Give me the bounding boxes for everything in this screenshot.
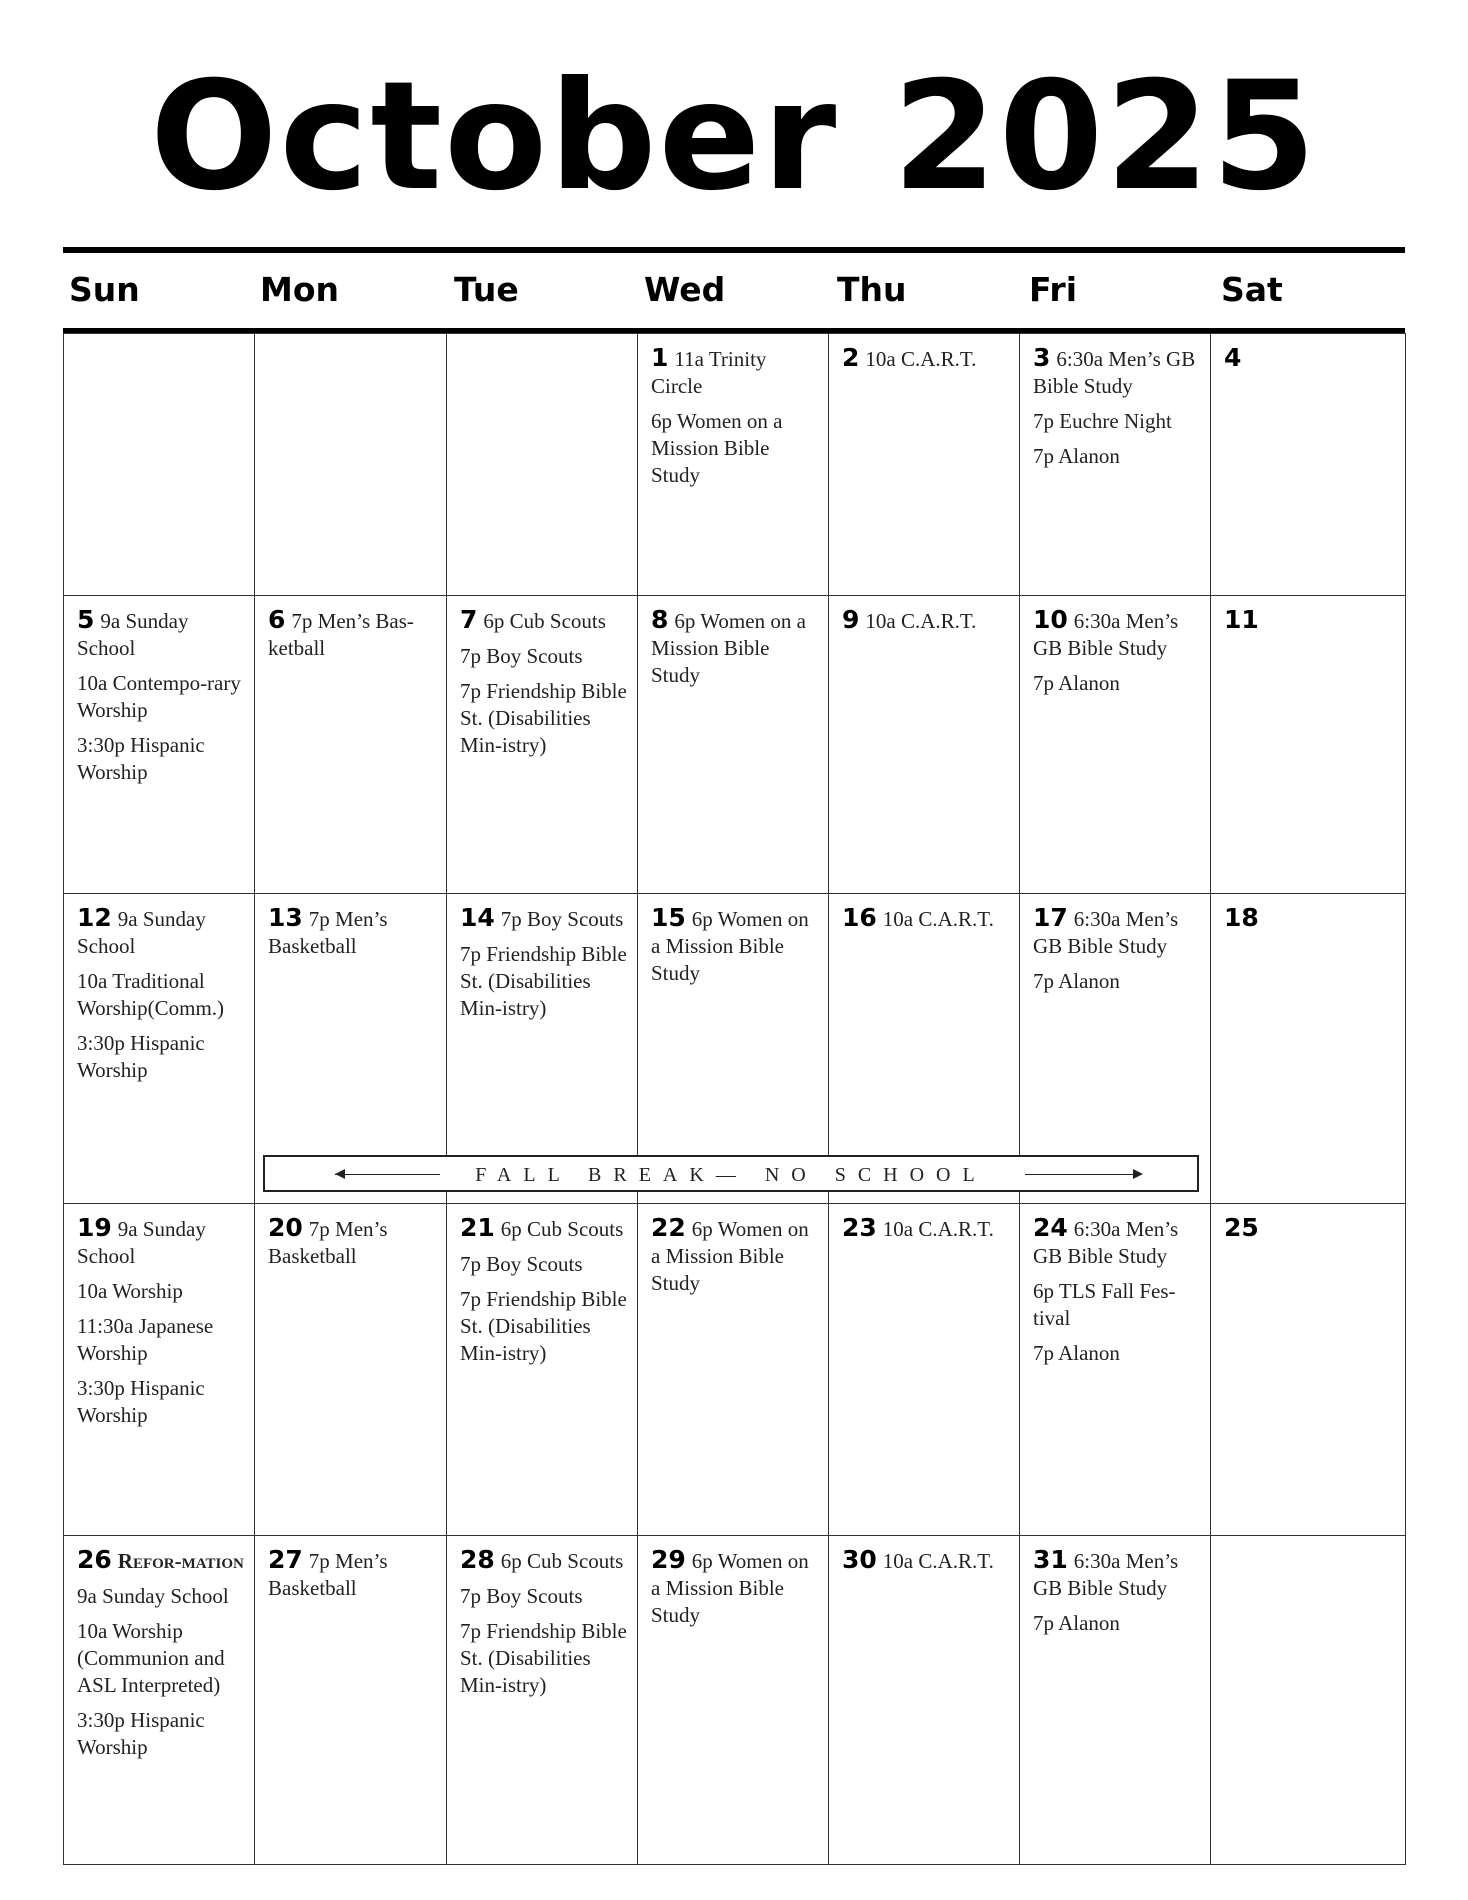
day-cell xyxy=(1019,595,1211,894)
event-text: 6p Cub Scouts xyxy=(500,1217,624,1241)
day-cell xyxy=(446,333,638,596)
day-first-line xyxy=(460,1214,631,1243)
day-cell xyxy=(254,1535,447,1865)
day-cell xyxy=(254,595,447,894)
event-text: 11:30a Japanese Worship xyxy=(77,1314,214,1365)
day-first-line xyxy=(1224,1214,1399,1243)
day-cell xyxy=(828,595,1020,894)
day-first-line xyxy=(77,1546,248,1575)
day-first-line xyxy=(842,344,1013,373)
day-number: 22 xyxy=(651,1213,686,1242)
day-first-line xyxy=(268,1546,440,1602)
day-cell xyxy=(1019,1535,1211,1865)
day-number: 27 xyxy=(268,1545,303,1574)
day-cell xyxy=(63,1535,255,1865)
day-cell xyxy=(254,333,447,596)
day-first-line xyxy=(1033,1546,1204,1602)
day-first-line xyxy=(77,606,248,662)
day-cell xyxy=(1019,333,1211,596)
event-text: 3:30p Hispanic Worship xyxy=(77,1708,205,1759)
day-cell xyxy=(828,1535,1020,1865)
day-cell xyxy=(1019,1203,1211,1536)
event-text: 10a Contempo-rary Worship xyxy=(77,671,241,722)
day-first-line xyxy=(1033,904,1204,960)
event-text: 7p Men’s Basketball xyxy=(268,907,388,958)
event-text: 7p Men’s Basketball xyxy=(268,1549,388,1600)
day-number: 13 xyxy=(268,903,303,932)
event-text: 6p Cub Scouts xyxy=(500,1549,624,1573)
day-number: 4 xyxy=(1224,343,1242,372)
event-text: 6:30a Men’s GB Bible Study xyxy=(1033,907,1179,958)
event-text: 10a C.A.R.T. xyxy=(882,1217,994,1241)
day-number: 30 xyxy=(842,1545,877,1574)
event-text: 6p TLS Fall Fes-tival xyxy=(1033,1279,1176,1330)
day-first-line xyxy=(460,904,631,933)
event-text: 7p Boy Scouts xyxy=(460,644,583,668)
event-text: 7p Friendship Bible St. (Disabilities Min-istry) xyxy=(460,942,627,1020)
day-cell xyxy=(254,1203,447,1536)
event-text: 9a Sunday School xyxy=(77,1217,206,1268)
day-first-line xyxy=(1033,344,1204,400)
day-cell xyxy=(1210,333,1406,596)
day-first-line xyxy=(1224,904,1399,933)
event-text: 7p Alanon xyxy=(1033,1611,1120,1635)
event-text: 7p Boy Scouts xyxy=(460,1252,583,1276)
day-number: 8 xyxy=(651,605,669,634)
event-text: 6p Women on a Mission Bible Study xyxy=(651,1549,809,1627)
day-first-line xyxy=(268,606,440,662)
day-number: 1 xyxy=(651,343,669,372)
event-text: 10a C.A.R.T. xyxy=(882,907,994,931)
day-first-line xyxy=(460,606,631,635)
event-text: 6:30a Men’s GB Bible Study xyxy=(1033,347,1196,398)
day-first-line xyxy=(268,904,440,960)
fall-break-banner xyxy=(263,1155,1199,1192)
day-first-line xyxy=(842,904,1013,933)
weekday-thu: Thu xyxy=(837,270,907,309)
day-number: 19 xyxy=(77,1213,112,1242)
event-text: 7p Men’s Basketball xyxy=(268,1217,388,1268)
day-number: 25 xyxy=(1224,1213,1259,1242)
event-text: 6:30a Men’s GB Bible Study xyxy=(1033,609,1179,660)
event-text: 6p Women on a Mission Bible Study xyxy=(651,609,806,687)
event-text: 7p Alanon xyxy=(1033,671,1120,695)
day-number: 17 xyxy=(1033,903,1068,932)
day-number: 9 xyxy=(842,605,860,634)
event-text: 6p Women on a Mission Bible Study xyxy=(651,1217,809,1295)
day-cell xyxy=(63,1203,255,1536)
day-number: 15 xyxy=(651,903,686,932)
day-cell xyxy=(1210,1535,1406,1865)
event-text: 6:30a Men’s GB Bible Study xyxy=(1033,1549,1179,1600)
event-text: 7p Friendship Bible St. (Disabilities Min-istry) xyxy=(460,1619,627,1697)
day-number: 5 xyxy=(77,605,95,634)
day-cell xyxy=(637,1203,829,1536)
day-cell xyxy=(446,1535,638,1865)
event-text: 7p Alanon xyxy=(1033,1341,1120,1365)
event-text: 3:30p Hispanic Worship xyxy=(77,1376,205,1427)
day-cell xyxy=(637,1535,829,1865)
weekday-header xyxy=(63,262,1405,326)
event-text: 10a Worship (Communion and ASL Interpreted) xyxy=(77,1619,225,1697)
weekday-sun: Sun xyxy=(69,270,140,309)
weekday-tue: Tue xyxy=(454,270,519,309)
day-first-line xyxy=(842,606,1013,635)
event-text: 10a Worship xyxy=(77,1279,183,1303)
event-text: 3:30p Hispanic Worship xyxy=(77,733,205,784)
day-cell xyxy=(637,333,829,596)
day-first-line xyxy=(77,904,248,960)
event-text: 7p Men’s Bas-ketball xyxy=(268,609,414,660)
top-rule xyxy=(63,247,1405,253)
day-first-line xyxy=(77,1214,248,1270)
day-number: 20 xyxy=(268,1213,303,1242)
day-number: 16 xyxy=(842,903,877,932)
day-first-line xyxy=(1033,606,1204,662)
day-cell xyxy=(446,595,638,894)
day-first-line xyxy=(651,1546,822,1629)
event-text: 7p Friendship Bible St. (Disabilities Min-istry) xyxy=(460,1287,627,1365)
day-cell xyxy=(63,893,255,1204)
day-number: 2 xyxy=(842,343,860,372)
day-first-line xyxy=(842,1214,1013,1243)
calendar-grid xyxy=(63,333,1405,1864)
day-number: 3 xyxy=(1033,343,1051,372)
event-text: 7p Alanon xyxy=(1033,969,1120,993)
event-text: 6p Women on a Mission Bible Study xyxy=(651,409,783,487)
day-first-line xyxy=(1224,606,1399,635)
event-text: 7p Boy Scouts xyxy=(460,1584,583,1608)
day-number: 31 xyxy=(1033,1545,1068,1574)
event-text: 7p Boy Scouts xyxy=(500,907,624,931)
event-text: 10a C.A.R.T. xyxy=(865,609,977,633)
event-text: 10a C.A.R.T. xyxy=(882,1549,994,1573)
event-text: 6p Women on a Mission Bible Study xyxy=(651,907,809,985)
event-text: 7p Alanon xyxy=(1033,444,1120,468)
day-first-line xyxy=(1033,1214,1204,1270)
event-text: 6:30a Men’s GB Bible Study xyxy=(1033,1217,1179,1268)
day-cell xyxy=(828,333,1020,596)
event-text: 7p Euchre Night xyxy=(1033,409,1172,433)
event-text: 10a Traditional Worship(Comm.) xyxy=(77,969,225,1020)
day-first-line xyxy=(842,1546,1013,1575)
weekday-sat: Sat xyxy=(1221,270,1283,309)
weekday-fri: Fri xyxy=(1029,270,1078,309)
day-number: 10 xyxy=(1033,605,1068,634)
day-first-line xyxy=(460,1546,631,1575)
day-number: 6 xyxy=(268,605,286,634)
day-number: 14 xyxy=(460,903,495,932)
weekday-wed: Wed xyxy=(644,270,726,309)
day-number: 23 xyxy=(842,1213,877,1242)
day-first-line xyxy=(651,904,822,987)
day-cell xyxy=(1210,1203,1406,1536)
day-first-line xyxy=(651,1214,822,1297)
day-cell xyxy=(63,595,255,894)
event-text: 6p Cub Scouts xyxy=(483,609,606,633)
day-number: 12 xyxy=(77,903,112,932)
day-number: 29 xyxy=(651,1545,686,1574)
day-number: 7 xyxy=(460,605,478,634)
day-first-line xyxy=(268,1214,440,1270)
day-number: 26 xyxy=(77,1545,112,1574)
day-number: 28 xyxy=(460,1545,495,1574)
day-first-line xyxy=(651,606,822,689)
event-heading: Refor-mation xyxy=(117,1549,244,1573)
day-number: 24 xyxy=(1033,1213,1068,1242)
day-cell xyxy=(446,1203,638,1536)
event-text: 11a Trinity Circle xyxy=(651,347,767,398)
event-text: 7p Friendship Bible St. (Disabilities Min-istry) xyxy=(460,679,627,757)
event-text: 3:30p Hispanic Worship xyxy=(77,1031,205,1082)
day-cell xyxy=(828,1203,1020,1536)
event-text: 9a Sunday School xyxy=(77,1584,229,1608)
fall-break-text: FALL BREAK— NO SCHOOL xyxy=(475,1164,987,1186)
calendar-title: October 2025 xyxy=(150,50,1318,224)
event-text: 10a C.A.R.T. xyxy=(865,347,977,371)
day-cell xyxy=(637,595,829,894)
day-cell xyxy=(1210,893,1406,1204)
day-first-line xyxy=(651,344,822,400)
day-number: 18 xyxy=(1224,903,1259,932)
day-cell xyxy=(63,333,255,596)
day-first-line xyxy=(1224,344,1399,373)
event-text: 9a Sunday School xyxy=(77,907,206,958)
weekday-mon: Mon xyxy=(260,270,340,309)
day-cell xyxy=(1210,595,1406,894)
day-number: 21 xyxy=(460,1213,495,1242)
day-number: 11 xyxy=(1224,605,1259,634)
event-text: 9a Sunday School xyxy=(77,609,189,660)
